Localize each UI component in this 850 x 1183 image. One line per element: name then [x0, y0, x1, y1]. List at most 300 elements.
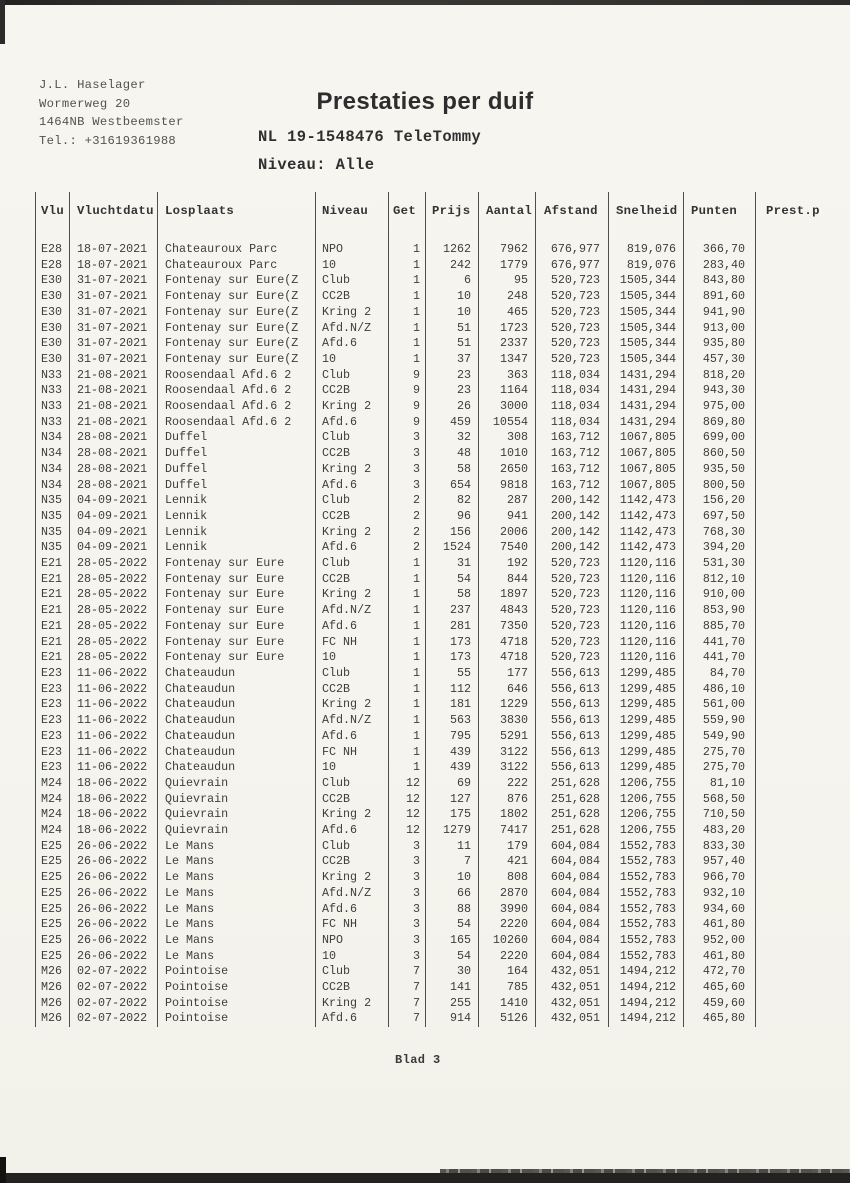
cell: M26 [36, 1011, 70, 1027]
cell: Kring 2 [316, 399, 389, 415]
sender-street: Wormerweg 20 [39, 96, 131, 111]
cell: E30 [36, 336, 70, 352]
table-row [36, 478, 850, 494]
cell [756, 870, 850, 886]
cell: 7 [389, 1011, 426, 1027]
cell [756, 383, 850, 399]
niveau-line: Niveau: Alle [258, 156, 375, 174]
cell: N33 [36, 399, 70, 415]
cell: 37 [426, 352, 479, 368]
cell: E25 [36, 886, 70, 902]
cell: 800,50 [684, 478, 756, 494]
cell: Fontenay sur Eure(Z [158, 289, 316, 305]
cell: N33 [36, 415, 70, 431]
cell: 12 [389, 792, 426, 808]
cell: 432,051 [536, 980, 609, 996]
table-row [36, 525, 850, 541]
cell: 676,977 [536, 258, 609, 274]
cell: 3 [389, 949, 426, 965]
cell: Fontenay sur Eure(Z [158, 352, 316, 368]
cell: 30 [426, 964, 479, 980]
table-row [36, 949, 850, 965]
cell: 818,20 [684, 368, 756, 384]
cell: 11-06-2022 [70, 745, 158, 761]
cell: 563 [426, 713, 479, 729]
cell: 465,60 [684, 980, 756, 996]
cell [756, 682, 850, 698]
cell: Club [316, 776, 389, 792]
cell: 82 [426, 493, 479, 509]
cell: 11 [426, 839, 479, 855]
cell: 785 [479, 980, 536, 996]
cell: 1120,116 [609, 556, 684, 572]
cell: 556,613 [536, 697, 609, 713]
cell: 459,60 [684, 996, 756, 1012]
cell: 275,70 [684, 745, 756, 761]
cell: 165 [426, 933, 479, 949]
table-row [36, 807, 850, 823]
cell: 1 [389, 352, 426, 368]
cell: E25 [36, 949, 70, 965]
cell: 486,10 [684, 682, 756, 698]
cell: E23 [36, 760, 70, 776]
cell: 556,613 [536, 745, 609, 761]
scanner-edge-bottom [0, 1173, 850, 1183]
cell: 95 [479, 273, 536, 289]
cell [756, 462, 850, 478]
cell: 54 [426, 949, 479, 965]
cell: 3 [389, 854, 426, 870]
cell: 248 [479, 289, 536, 305]
cell: 23 [426, 368, 479, 384]
cell: 31-07-2021 [70, 321, 158, 337]
cell: 3 [389, 886, 426, 902]
cell: 520,723 [536, 321, 609, 337]
cell: 1262 [426, 242, 479, 258]
cell: 843,80 [684, 273, 756, 289]
cell: 2650 [479, 462, 536, 478]
cell: 1 [389, 587, 426, 603]
table-row [36, 619, 850, 635]
cell: 556,613 [536, 729, 609, 745]
table-row [36, 556, 850, 572]
table-row [36, 446, 850, 462]
cell: Lennik [158, 509, 316, 525]
cell: M24 [36, 807, 70, 823]
cell: 952,00 [684, 933, 756, 949]
cell: 943,30 [684, 383, 756, 399]
cell: 891,60 [684, 289, 756, 305]
cell: Pointoise [158, 996, 316, 1012]
cell: 1552,783 [609, 933, 684, 949]
cell: Lennik [158, 493, 316, 509]
cell: 604,084 [536, 917, 609, 933]
cell: 58 [426, 587, 479, 603]
cell: 28-05-2022 [70, 556, 158, 572]
cell: Afd.N/Z [316, 321, 389, 337]
cell: E21 [36, 635, 70, 651]
cell: 520,723 [536, 619, 609, 635]
sender-name: J.L. Haselager [39, 78, 146, 92]
cell: 459 [426, 415, 479, 431]
cell: 556,613 [536, 666, 609, 682]
cell: Kring 2 [316, 870, 389, 886]
cell: E21 [36, 587, 70, 603]
cell: 457,30 [684, 352, 756, 368]
cell: Roosendaal Afd.6 2 [158, 383, 316, 399]
cell: 3990 [479, 902, 536, 918]
cell: 32 [426, 430, 479, 446]
cell [756, 792, 850, 808]
cell: 31-07-2021 [70, 305, 158, 321]
cell: Le Mans [158, 917, 316, 933]
cell: 251,628 [536, 776, 609, 792]
cell: 604,084 [536, 949, 609, 965]
cell [756, 949, 850, 965]
cell: 520,723 [536, 352, 609, 368]
cell: 3 [389, 446, 426, 462]
cell: 1 [389, 258, 426, 274]
cell: 1299,485 [609, 666, 684, 682]
sender-phone: Tel.: +31619361988 [39, 133, 177, 148]
cell: 10 [426, 305, 479, 321]
cell: 1 [389, 289, 426, 305]
cell: 910,00 [684, 587, 756, 603]
cell: 1505,344 [609, 289, 684, 305]
cell: Quievrain [158, 807, 316, 823]
cell: Quievrain [158, 776, 316, 792]
cell: 1299,485 [609, 682, 684, 698]
pigeon-ring-number: NL 19-1548476 TeleTommy [258, 128, 482, 146]
table-row [36, 980, 850, 996]
cell: 1 [389, 619, 426, 635]
cell: 66 [426, 886, 479, 902]
table-row [36, 713, 850, 729]
cell: 1552,783 [609, 886, 684, 902]
cell: 23 [426, 383, 479, 399]
cell: Club [316, 666, 389, 682]
cell: 1 [389, 336, 426, 352]
cell [756, 854, 850, 870]
cell [756, 352, 850, 368]
cell: 1279 [426, 823, 479, 839]
cell: 935,80 [684, 336, 756, 352]
cell: 2 [389, 540, 426, 556]
cell: 1 [389, 713, 426, 729]
cell: 26-06-2022 [70, 917, 158, 933]
cell: Club [316, 964, 389, 980]
col-header-aantal: Aantal [479, 192, 536, 242]
cell [756, 839, 850, 855]
page-title: Prestaties per duif [316, 88, 534, 115]
table-row [36, 321, 850, 337]
cell: Afd.6 [316, 729, 389, 745]
cell: 11-06-2022 [70, 713, 158, 729]
cell: Chateauroux Parc [158, 258, 316, 274]
cell: Club [316, 430, 389, 446]
cell: 251,628 [536, 792, 609, 808]
table-row [36, 587, 850, 603]
cell: E21 [36, 619, 70, 635]
cell [756, 713, 850, 729]
cell: 26-06-2022 [70, 933, 158, 949]
cell: 02-07-2022 [70, 996, 158, 1012]
cell: 156 [426, 525, 479, 541]
table-row [36, 745, 850, 761]
cell: E25 [36, 839, 70, 855]
table-row [36, 1011, 850, 1027]
cell: 975,00 [684, 399, 756, 415]
cell: E23 [36, 729, 70, 745]
cell: 222 [479, 776, 536, 792]
cell: N34 [36, 478, 70, 494]
cell: 11-06-2022 [70, 729, 158, 745]
cell: Fontenay sur Eure [158, 650, 316, 666]
cell: N34 [36, 446, 70, 462]
cell: 283,40 [684, 258, 756, 274]
cell: 465 [479, 305, 536, 321]
cell: Afd.N/Z [316, 886, 389, 902]
col-header-prest-p: Prest.p [756, 192, 850, 242]
cell: E30 [36, 305, 70, 321]
cell: 18-06-2022 [70, 807, 158, 823]
cell: 1552,783 [609, 870, 684, 886]
cell: 1431,294 [609, 383, 684, 399]
cell: N34 [36, 430, 70, 446]
cell: Chateaudun [158, 697, 316, 713]
cell: Kring 2 [316, 462, 389, 478]
cell [756, 917, 850, 933]
cell: 432,051 [536, 964, 609, 980]
cell: 9 [389, 368, 426, 384]
cell: Duffel [158, 478, 316, 494]
cell [756, 697, 850, 713]
cell: 51 [426, 336, 479, 352]
cell: 1164 [479, 383, 536, 399]
cell: 2220 [479, 917, 536, 933]
cell: E30 [36, 352, 70, 368]
cell [756, 540, 850, 556]
cell: 2006 [479, 525, 536, 541]
cell: M26 [36, 980, 70, 996]
cell: 844 [479, 572, 536, 588]
cell: 483,20 [684, 823, 756, 839]
cell: E21 [36, 650, 70, 666]
cell: E23 [36, 666, 70, 682]
cell: Fontenay sur Eure(Z [158, 273, 316, 289]
cell: 10 [316, 258, 389, 274]
cell [756, 666, 850, 682]
cell: 275,70 [684, 760, 756, 776]
cell: 251,628 [536, 823, 609, 839]
cell: 02-07-2022 [70, 964, 158, 980]
cell: 251,628 [536, 807, 609, 823]
cell: 127 [426, 792, 479, 808]
cell: 1494,212 [609, 996, 684, 1012]
cell: Afd.6 [316, 478, 389, 494]
col-header-vluchtdatu: Vluchtdatu [70, 192, 158, 242]
table-row [36, 760, 850, 776]
cell: 2 [389, 525, 426, 541]
cell: 520,723 [536, 572, 609, 588]
cell: 200,142 [536, 525, 609, 541]
cell: Club [316, 839, 389, 855]
cell: 363 [479, 368, 536, 384]
cell: 308 [479, 430, 536, 446]
cell: 1120,116 [609, 587, 684, 603]
cell: 1347 [479, 352, 536, 368]
cell: 141 [426, 980, 479, 996]
cell: 26-06-2022 [70, 949, 158, 965]
cell: 163,712 [536, 478, 609, 494]
cell: 461,80 [684, 917, 756, 933]
table-row [36, 258, 850, 274]
cell: 1206,755 [609, 792, 684, 808]
cell: 1552,783 [609, 902, 684, 918]
cell: Duffel [158, 430, 316, 446]
table-row [36, 493, 850, 509]
col-header-snelheid: Snelheid [609, 192, 684, 242]
table-row [36, 902, 850, 918]
cell: 604,084 [536, 839, 609, 855]
cell [756, 399, 850, 415]
cell: 1229 [479, 697, 536, 713]
cell: 1067,805 [609, 430, 684, 446]
cell: 51 [426, 321, 479, 337]
cell: CC2B [316, 682, 389, 698]
col-header-afstand: Afstand [536, 192, 609, 242]
cell: 173 [426, 650, 479, 666]
cell [756, 572, 850, 588]
cell [756, 902, 850, 918]
table-row [36, 776, 850, 792]
cell: 28-08-2021 [70, 462, 158, 478]
cell: 1552,783 [609, 854, 684, 870]
table-row [36, 650, 850, 666]
cell: Fontenay sur Eure [158, 635, 316, 651]
cell: E30 [36, 273, 70, 289]
cell: Lennik [158, 540, 316, 556]
cell: 957,40 [684, 854, 756, 870]
table-row [36, 289, 850, 305]
cell: 28-05-2022 [70, 650, 158, 666]
cell: 1505,344 [609, 305, 684, 321]
table-row [36, 666, 850, 682]
cell: 54 [426, 917, 479, 933]
cell [756, 273, 850, 289]
cell: 2 [389, 493, 426, 509]
cell: 4843 [479, 603, 536, 619]
cell: 676,977 [536, 242, 609, 258]
cell: 394,20 [684, 540, 756, 556]
cell: E25 [36, 854, 70, 870]
cell: Kring 2 [316, 525, 389, 541]
cell: 9 [389, 415, 426, 431]
cell: 21-08-2021 [70, 383, 158, 399]
table-row [36, 996, 850, 1012]
cell: 118,034 [536, 383, 609, 399]
cell: FC NH [316, 635, 389, 651]
cell: 1120,116 [609, 572, 684, 588]
cell: 1299,485 [609, 760, 684, 776]
cell: 932,10 [684, 886, 756, 902]
cell: M26 [36, 964, 70, 980]
cell: 10 [316, 650, 389, 666]
table-row [36, 430, 850, 446]
cell: 439 [426, 760, 479, 776]
cell: 26-06-2022 [70, 886, 158, 902]
cell: 26-06-2022 [70, 854, 158, 870]
table-row [36, 305, 850, 321]
cell: 568,50 [684, 792, 756, 808]
cell: Roosendaal Afd.6 2 [158, 368, 316, 384]
cell: 1 [389, 635, 426, 651]
cell: 10554 [479, 415, 536, 431]
cell: 556,613 [536, 713, 609, 729]
cell: 7540 [479, 540, 536, 556]
cell [756, 415, 850, 431]
cell: 1 [389, 650, 426, 666]
cell: 28-05-2022 [70, 635, 158, 651]
cell: 3 [389, 430, 426, 446]
table-row [36, 415, 850, 431]
cell: 1552,783 [609, 949, 684, 965]
cell: 10260 [479, 933, 536, 949]
cell: Pointoise [158, 964, 316, 980]
cell: CC2B [316, 289, 389, 305]
cell [756, 368, 850, 384]
cell [756, 729, 850, 745]
cell: 1010 [479, 446, 536, 462]
cell [756, 886, 850, 902]
cell [756, 619, 850, 635]
cell: 69 [426, 776, 479, 792]
table-row [36, 273, 850, 289]
cell: 1299,485 [609, 729, 684, 745]
cell: 18-06-2022 [70, 792, 158, 808]
cell: Fontenay sur Eure [158, 619, 316, 635]
cell: Afd.6 [316, 619, 389, 635]
cell: Afd.6 [316, 902, 389, 918]
cell: 21-08-2021 [70, 368, 158, 384]
cell [756, 760, 850, 776]
cell: 112 [426, 682, 479, 698]
cell: 1779 [479, 258, 536, 274]
cell: Chateaudun [158, 745, 316, 761]
cell: E30 [36, 321, 70, 337]
cell: 1505,344 [609, 273, 684, 289]
cell: Afd.N/Z [316, 713, 389, 729]
cell: 604,084 [536, 854, 609, 870]
cell [756, 446, 850, 462]
cell: 12 [389, 823, 426, 839]
cell: N35 [36, 509, 70, 525]
cell: 1505,344 [609, 352, 684, 368]
cell: Afd.6 [316, 336, 389, 352]
cell: 58 [426, 462, 479, 478]
cell: N33 [36, 383, 70, 399]
cell: 1552,783 [609, 839, 684, 855]
cell: 3 [389, 839, 426, 855]
cell: 3 [389, 870, 426, 886]
cell: 1802 [479, 807, 536, 823]
cell: Pointoise [158, 980, 316, 996]
cell: 1299,485 [609, 713, 684, 729]
cell: M24 [36, 776, 70, 792]
cell: N34 [36, 462, 70, 478]
cell: Club [316, 493, 389, 509]
cell: 11-06-2022 [70, 697, 158, 713]
